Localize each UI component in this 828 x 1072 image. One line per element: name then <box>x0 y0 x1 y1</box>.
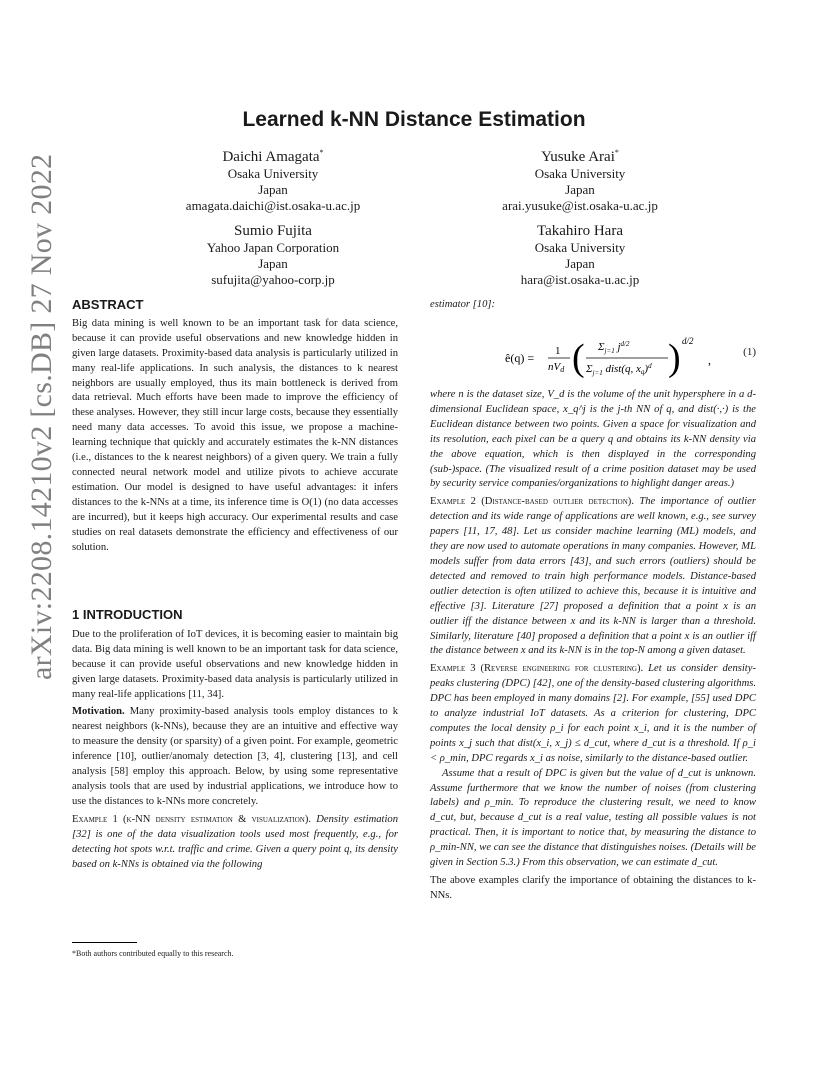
author-country: Japan <box>258 182 288 197</box>
author-affiliation: Yahoo Japan Corporation <box>206 240 340 255</box>
eq-inner-den: $\Sigma_{j=1}$ dist(q, xq)$^d$ <box>586 362 652 377</box>
eq-comma: , <box>708 353 711 367</box>
author-block-2: Yusuke Arai* Osaka University Japan arai.yusuke@ist.osaka-u.ac.jp <box>450 144 710 214</box>
author-block-4 <box>450 222 710 288</box>
after-equation-text: where n is the dataset size, V_d is the volume of the unit hypersphere in a d-dimensional Euclidean space, x_q^j is the j-th NN of q, and dist(·,·) is the Euclidean distance between two points. Given a space for visualization and its resolution, each pixel can be a query q and obtains its k-NN density via the above equation, which is then displayed in the corresponding (sub-)space. (The visualized result of a crime position dataset may be used by security service companies/organizations to highlight danger areas.) <box>430 389 756 490</box>
footnote: *Both authors contributed equally to this research. <box>72 949 234 958</box>
arxiv-stamp: arXiv:2208.14210v2 [cs.DB] 27 Nov 2022 <box>25 153 58 680</box>
intro-paragraph-1: Due to the proliferation of IoT devices, it is becoming easier to maintain big data. Big data mining is well known to be an important task for data science, because it can provide useful observations and new knowledge hidden in given large datasets. Proximity-based data analysis is particularly utilized in many real-life applications [11, 34]. <box>72 628 398 700</box>
author-email[interactable]: sufujita@yahoo-corp.jp <box>211 272 335 287</box>
author-affiliation: Osaka University <box>534 240 626 255</box>
author-name: Takahiro Hara <box>537 223 623 239</box>
author-country: Japan <box>565 256 595 271</box>
estimator-line: estimator [10]: <box>430 299 496 310</box>
closing-paragraph: The above examples clarify the importance of obtaining the distances to k-NNs. <box>430 875 756 901</box>
equation-graphic <box>500 330 800 386</box>
author-name: Yusuke Arai <box>541 149 615 165</box>
eq-lhs: ê(q) = <box>505 351 535 365</box>
equation-number: (1) <box>743 346 756 358</box>
author-block-1: Daichi Amagata* Osaka University Japan amagata.daichi@ist.osaka-u.ac.jp <box>148 144 398 214</box>
eq-paren-left: ( <box>572 337 585 379</box>
footnote-rule <box>72 942 137 943</box>
left-column <box>72 298 398 555</box>
author-affiliation: Osaka University <box>227 166 319 181</box>
author-affiliation: Osaka University <box>534 166 626 181</box>
example-1: Example 1 (k-NN density estimation & visualization). Density estimation [32] is one of the data visualization tools used most frequently, e.g., for detecting hot spots w.r.t. traffic and crime. Given a query point q, its density based on k-NNs is obtained via the following <box>72 813 398 870</box>
author-email[interactable]: amagata.daichi@ist.osaka-u.ac.jp <box>185 198 361 213</box>
eq-power: d/2 <box>682 336 694 346</box>
author-block-3 <box>148 222 398 288</box>
abstract-heading: ABSTRACT <box>72 297 144 312</box>
example-3: Example 3 (Reverse engineering for clustering). Let us consider density-peaks clustering (DPC) [42], one of the density-based clustering algorithms. DPC has been employed in many domains [2]. For example, [55] used DPC to analyze industrial IoT datasets. As a criterion for clustering, DPC computes the local density ρ_i for each point x_i, and it is the number of points x_j such that dist(x_i, x_j) ≤ d_cut, where d_cut is a threshold. If ρ_i < ρ_min, DPC regards x_i as noise, similarly to the distance-based outlier. <box>430 663 756 764</box>
right-column <box>430 388 756 904</box>
eq-frac-num: 1 <box>555 345 561 357</box>
author-name: Daichi Amagata <box>222 149 320 165</box>
author-email[interactable]: hara@ist.osaka-u.ac.jp <box>520 272 640 287</box>
motivation-paragraph: Motivation. Many proximity-based analysis tools employ distances to k nearest neighbors (k-NNs), because they are an intuitive and effective way to measure the density (or sparsity) of a given point. For example, geometric inference [10], outlier/anomaly detection [3, 4], clustering [13], and cell analysis [58] employ this approach. Below, by using some representative analysis tools that are used by industrial applications, we introduce how to use the distances to k-NNs more concretely. <box>72 706 398 807</box>
abstract-text: Big data mining is well known to be an important task for data science, because it can provide useful observations and new knowledge hidden in given large datasets. Proximity-based data analysis is particularly utilized in many real-life applications. In such analysis, the distances to k nearest neighbors are usually employed, thus its main bottleneck is derived from data retrieval. Much efforts have been made to improve the efficiency of these analyses. However, they still incur large costs, because they essentially need many data accesses. To avoid this issue, we propose a machine-learning technique that quickly and accurately estimates the k-NN distances (i.e., distances to the k nearest neighbors) of a given query. We train a fully connected neural network model and utilize pivots to achieve accurate estimation. Our model is designed to have useful advantages: it infers distances to the k-NNs at a time, its inference time is O(1) (no data accesses are incurred), but it keeps high accuracy. Our experimental results and case studies on real datasets demonstrate the efficiency and effectiveness of our solution. <box>72 317 398 553</box>
paper-title: Learned k-NN Distance Estimation <box>242 108 586 131</box>
author-country: Japan <box>258 256 288 271</box>
eq-frac-den: nVd <box>548 361 565 374</box>
eq-inner-num: $\Sigma_{j=1}$ $j^{d/2}$ <box>598 340 630 355</box>
author-country: Japan <box>565 182 595 197</box>
author-email[interactable]: arai.yusuke@ist.osaka-u.ac.jp <box>502 198 658 213</box>
eq-paren-right: ) <box>668 337 681 379</box>
example-3-continued: Assume that a result of DPC is given but the value of d_cut is unknown. Assume furthermore that we know the number of noises (from clustering labels) and ρ_min. To reproduce the clustering result, we need to know d_cut, but, because d_cut is a real value, testing all possible values is not practical. Then, it is important to notice that, by measuring the distance to ρ_min-NN, we can see the distance that distinguishes noises. (Details will be given in Section 5.3.) From this observation, we can estimate d_cut. <box>430 767 756 869</box>
equation-1 <box>430 330 756 386</box>
intro-column <box>72 608 398 872</box>
example-2: Example 2 (Distance-based outlier detection). The importance of outlier detection and its wide range of applications are well known, e.g., see survey papers [11, 17, 48]. Let us consider machine learning (ML) models, and they are now used to automate operations in many companies. However, ML models suffer from data errors [43], and such errors (outliers) should be detected and removed to train high performance models. Distance-based outlier detection is often utilized to achieve this, because it is intuitive and effective [3]. Literature [27] proposed a definition that a point x is an outlier iff the distance between x and its k-NN is larger than a threshold. Similarly, literature [40] proposed a definition that a point x is an outlier iff the distance between x and its k-NN is in the top-N among a given dataset. <box>430 496 756 657</box>
author-name: Sumio Fujita <box>234 223 312 239</box>
intro-heading: 1 INTRODUCTION <box>72 607 183 622</box>
